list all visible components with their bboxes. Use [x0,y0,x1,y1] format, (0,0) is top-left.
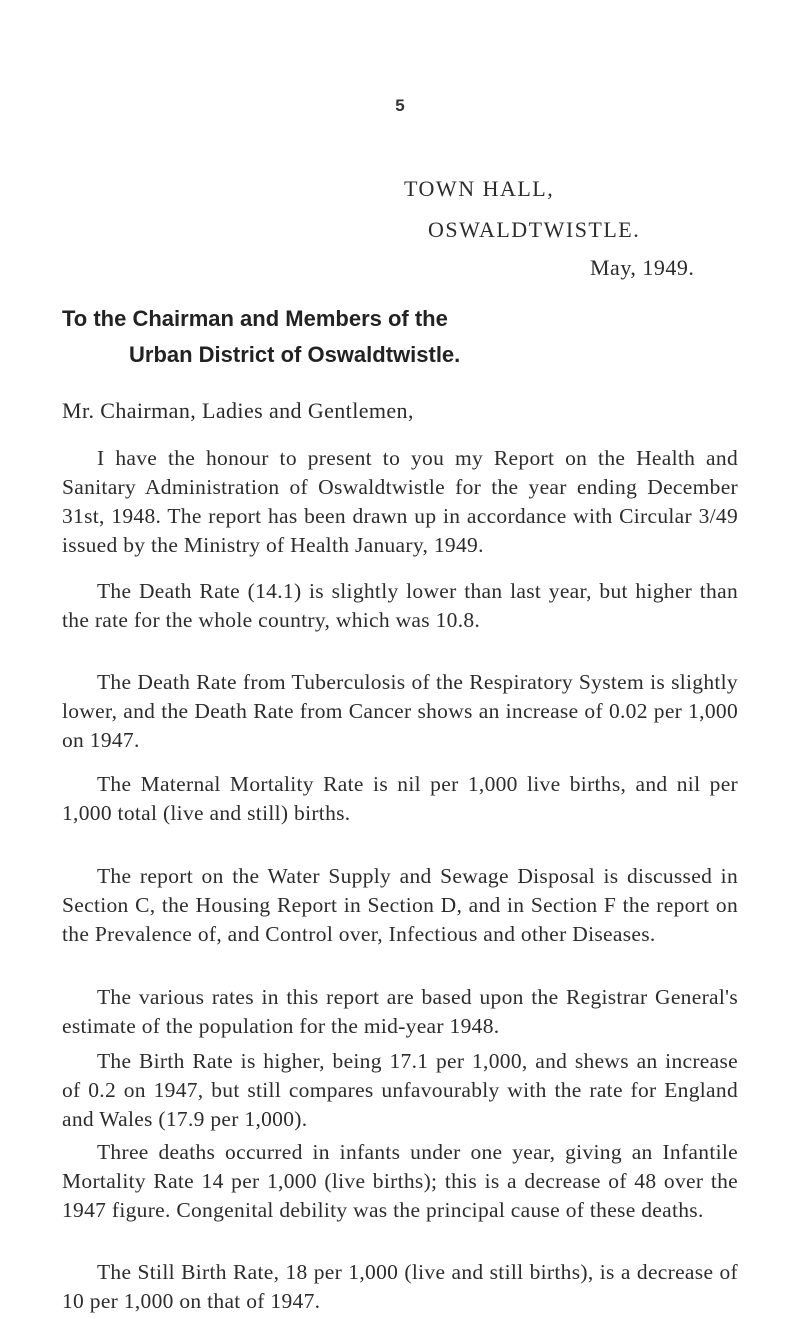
paragraph-tuberculosis-cancer: The Death Rate from Tuberculosis of the Respiratory System is slightly lower, and the Death Rate from Cancer shows an increase of 0.02 per 1,000 on 1947. [62,670,738,752]
address-town: OSWALDTWISTLE. [428,217,641,242]
letter-date: May, 1949. [590,255,695,280]
paragraph-infant-deaths: Three deaths occurred in infants under one year, giving an Infantile Mortality Rate 14 per 1,000 (live births); this is a decrease of 48 over the 1947 figure. Congenital debility was the principal cause of these deaths. [62,1140,738,1222]
paragraph-still-birth-rate: The Still Birth Rate, 18 per 1,000 (live and still births), is a decrease of 10 per 1,000 on that of 1947. [62,1260,738,1313]
page-number: 5 [395,96,405,115]
paragraph-birth-rate: The Birth Rate is higher, being 17.1 per 1,000, and shews an increase of 0.2 on 1947, but still compares unfavourably with the rate for England and Wales (17.9 per 1,000). [62,1049,738,1131]
address-town-hall: TOWN HALL, [404,176,555,201]
paragraph-introduction: I have the honour to present to you my Report on the Health and Sanitary Administration of Oswaldtwistle for the year ending December 31st, 1948. The report has been drawn up in accordance with Circular 3/49 issued by the Ministry of Health January, 1949. [62,446,738,557]
addressee-line-1: To the Chairman and Members of the [62,306,448,331]
paragraph-maternal-mortality: The Maternal Mortality Rate is nil per 1,000 live births, and nil per 1,000 total (live and still) births. [62,772,738,825]
paragraph-rates-basis: The various rates in this report are based upon the Registrar General's estimate of the population for the mid-year 1948. [62,985,738,1038]
greeting: Mr. Chairman, Ladies and Gentlemen, [62,398,414,423]
paragraph-death-rate: The Death Rate (14.1) is slightly lower than last year, but higher than the rate for the whole country, which was 10.8. [62,579,738,632]
addressee-line-2: Urban District of Oswaldtwistle. [129,342,461,367]
paragraph-sections: The report on the Water Supply and Sewage Disposal is discussed in Section C, the Housing Report in Section D, and in Section F the report on the Prevalence of, and Control over, Infectious and other Diseases. [62,864,738,946]
